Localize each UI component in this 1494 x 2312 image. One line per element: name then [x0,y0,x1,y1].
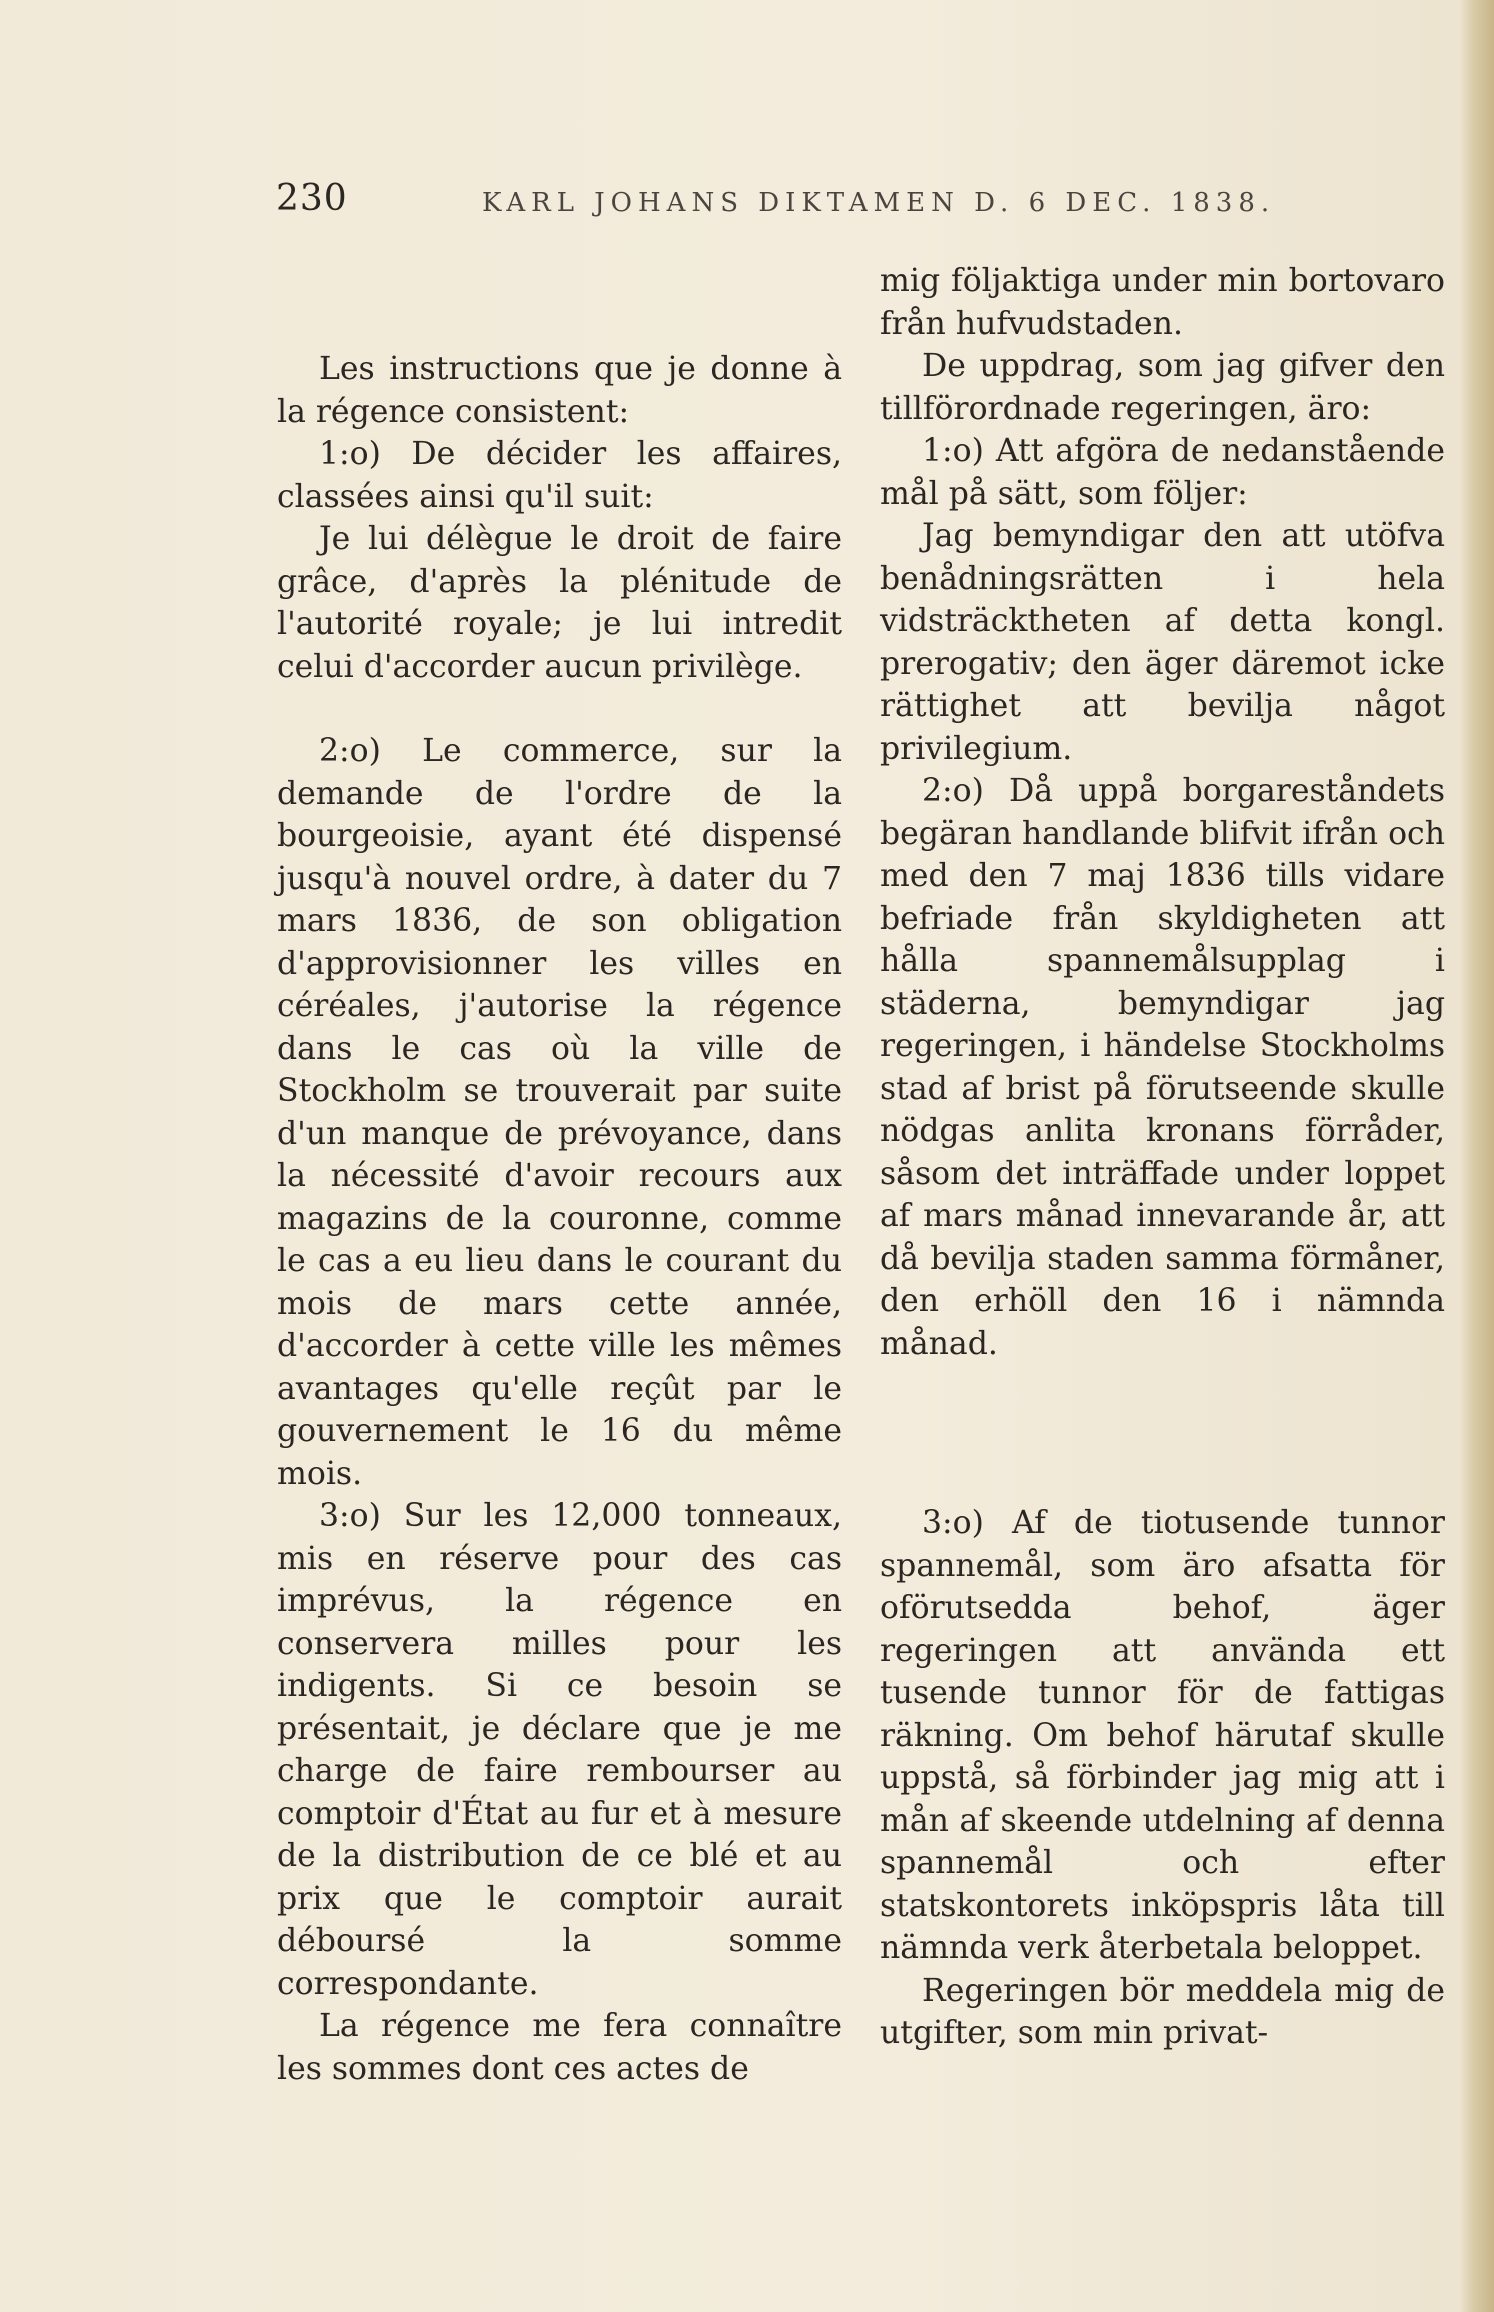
swedish-column [880,260,1445,2055]
swedish-paragraph-2: 1:o) Att afgöra de nedanstående mål på sätt, som följer: [880,433,1445,512]
french-paragraph-6: La régence me fera connaître les sommes dont ces actes de [277,2008,842,2087]
french-column [277,348,842,2090]
french-paragraph-1: Les instructions que je donne à la régence consistent: [277,351,842,430]
swedish-paragraph-5: 3:o) Af de tiotusende tunnor spannemål, som äro afsatta för oförutsedda behof, äger regeringen att använda ett tusende tunnor för de fattigas räkning. Om behof härutaf skulle uppstå, så förbinder jag mig att i mån af skeende utdelning af denna spannemål och efter statskontorets inköpspris låta till nämnda verk återbetala beloppet. [880,1505,1445,1966]
swedish-paragraph-1: De uppdrag, som jag gifver den tillförordnade regeringen, äro: [880,348,1445,427]
swedish-paragraph-4: 2:o) Då uppå borgareståndets begäran handlande blifvit ifrån och med den 7 maj 1836 tills vidare befriade från skyldigheten att hålla spannemålsupplag i städerna, bemyndigar jag regeringen, i händelse Stockholms stad af brist på förutseende skulle nödgas anlita kronans förråder, såsom det inträffade under loppet af mars månad innevarande år, att då bevilja staden samma förmåner, den erhöll den 16 i nämnda månad. [880,773,1445,1362]
french-paragraph-4: 2:o) Le commerce, sur la demande de l'ordre de la bourgeoisie, ayant été dispensé jusqu'à nouvel ordre, à dater du 7 mars 1836, de son obligation d'approvisionner les villes en céréales, j'autorise la régence dans le cas où la ville de Stockholm se trouverait par suite d'un manque de prévoyance, dans la nécessité d'avoir recours aux magazins de la couronne, comme le cas a eu lieu dans le courant du mois de mars cette année, d'accorder à cette ville les mêmes avantages qu'elle reçût par le gouvernement le 16 du même mois. [277,733,842,1492]
french-paragraph-3: Je lui délègue le droit de faire grâce, d'après la plénitude de l'autorité royale; je lui intredit celui d'accorder aucun privilège. [277,521,842,685]
french-paragraph-2: 1:o) De décider les affaires, classées ainsi qu'il suit: [277,436,842,515]
swedish-paragraph-3: Jag bemyndigar den att utöfva benådningsrätten i hela vidsträcktheten af detta kongl. prerogativ; den äger däremot icke rättighet att bevilja något privilegium. [880,518,1445,767]
page-edge [1460,0,1494,2312]
running-head: KARL JOHANS DIKTAMEN D. 6 DEC. 1838. [482,188,1276,218]
page-number: 230 [276,178,348,219]
swedish-paragraph-0: mig följaktiga under min bortovaro från hufvudstaden. [880,263,1445,342]
paragraph-gap [277,688,842,730]
swedish-paragraph-6: Regeringen bör meddela mig de utgifter, som min privat- [880,1972,1445,2051]
paragraph-gap [880,1365,1445,1502]
french-paragraph-5: 3:o) Sur les 12,000 tonneaux, mis en réserve pour des cas imprévus, la régence en conservera milles pour les indigents. Si ce besoin se présentait, je déclare que je me charge de faire rembourser au comptoir d'État au fur et à mesure de la distribution de ce blé et au prix que le comptoir aurait déboursé la somme correspondante. [277,1498,842,2002]
page-header [276,178,1276,238]
